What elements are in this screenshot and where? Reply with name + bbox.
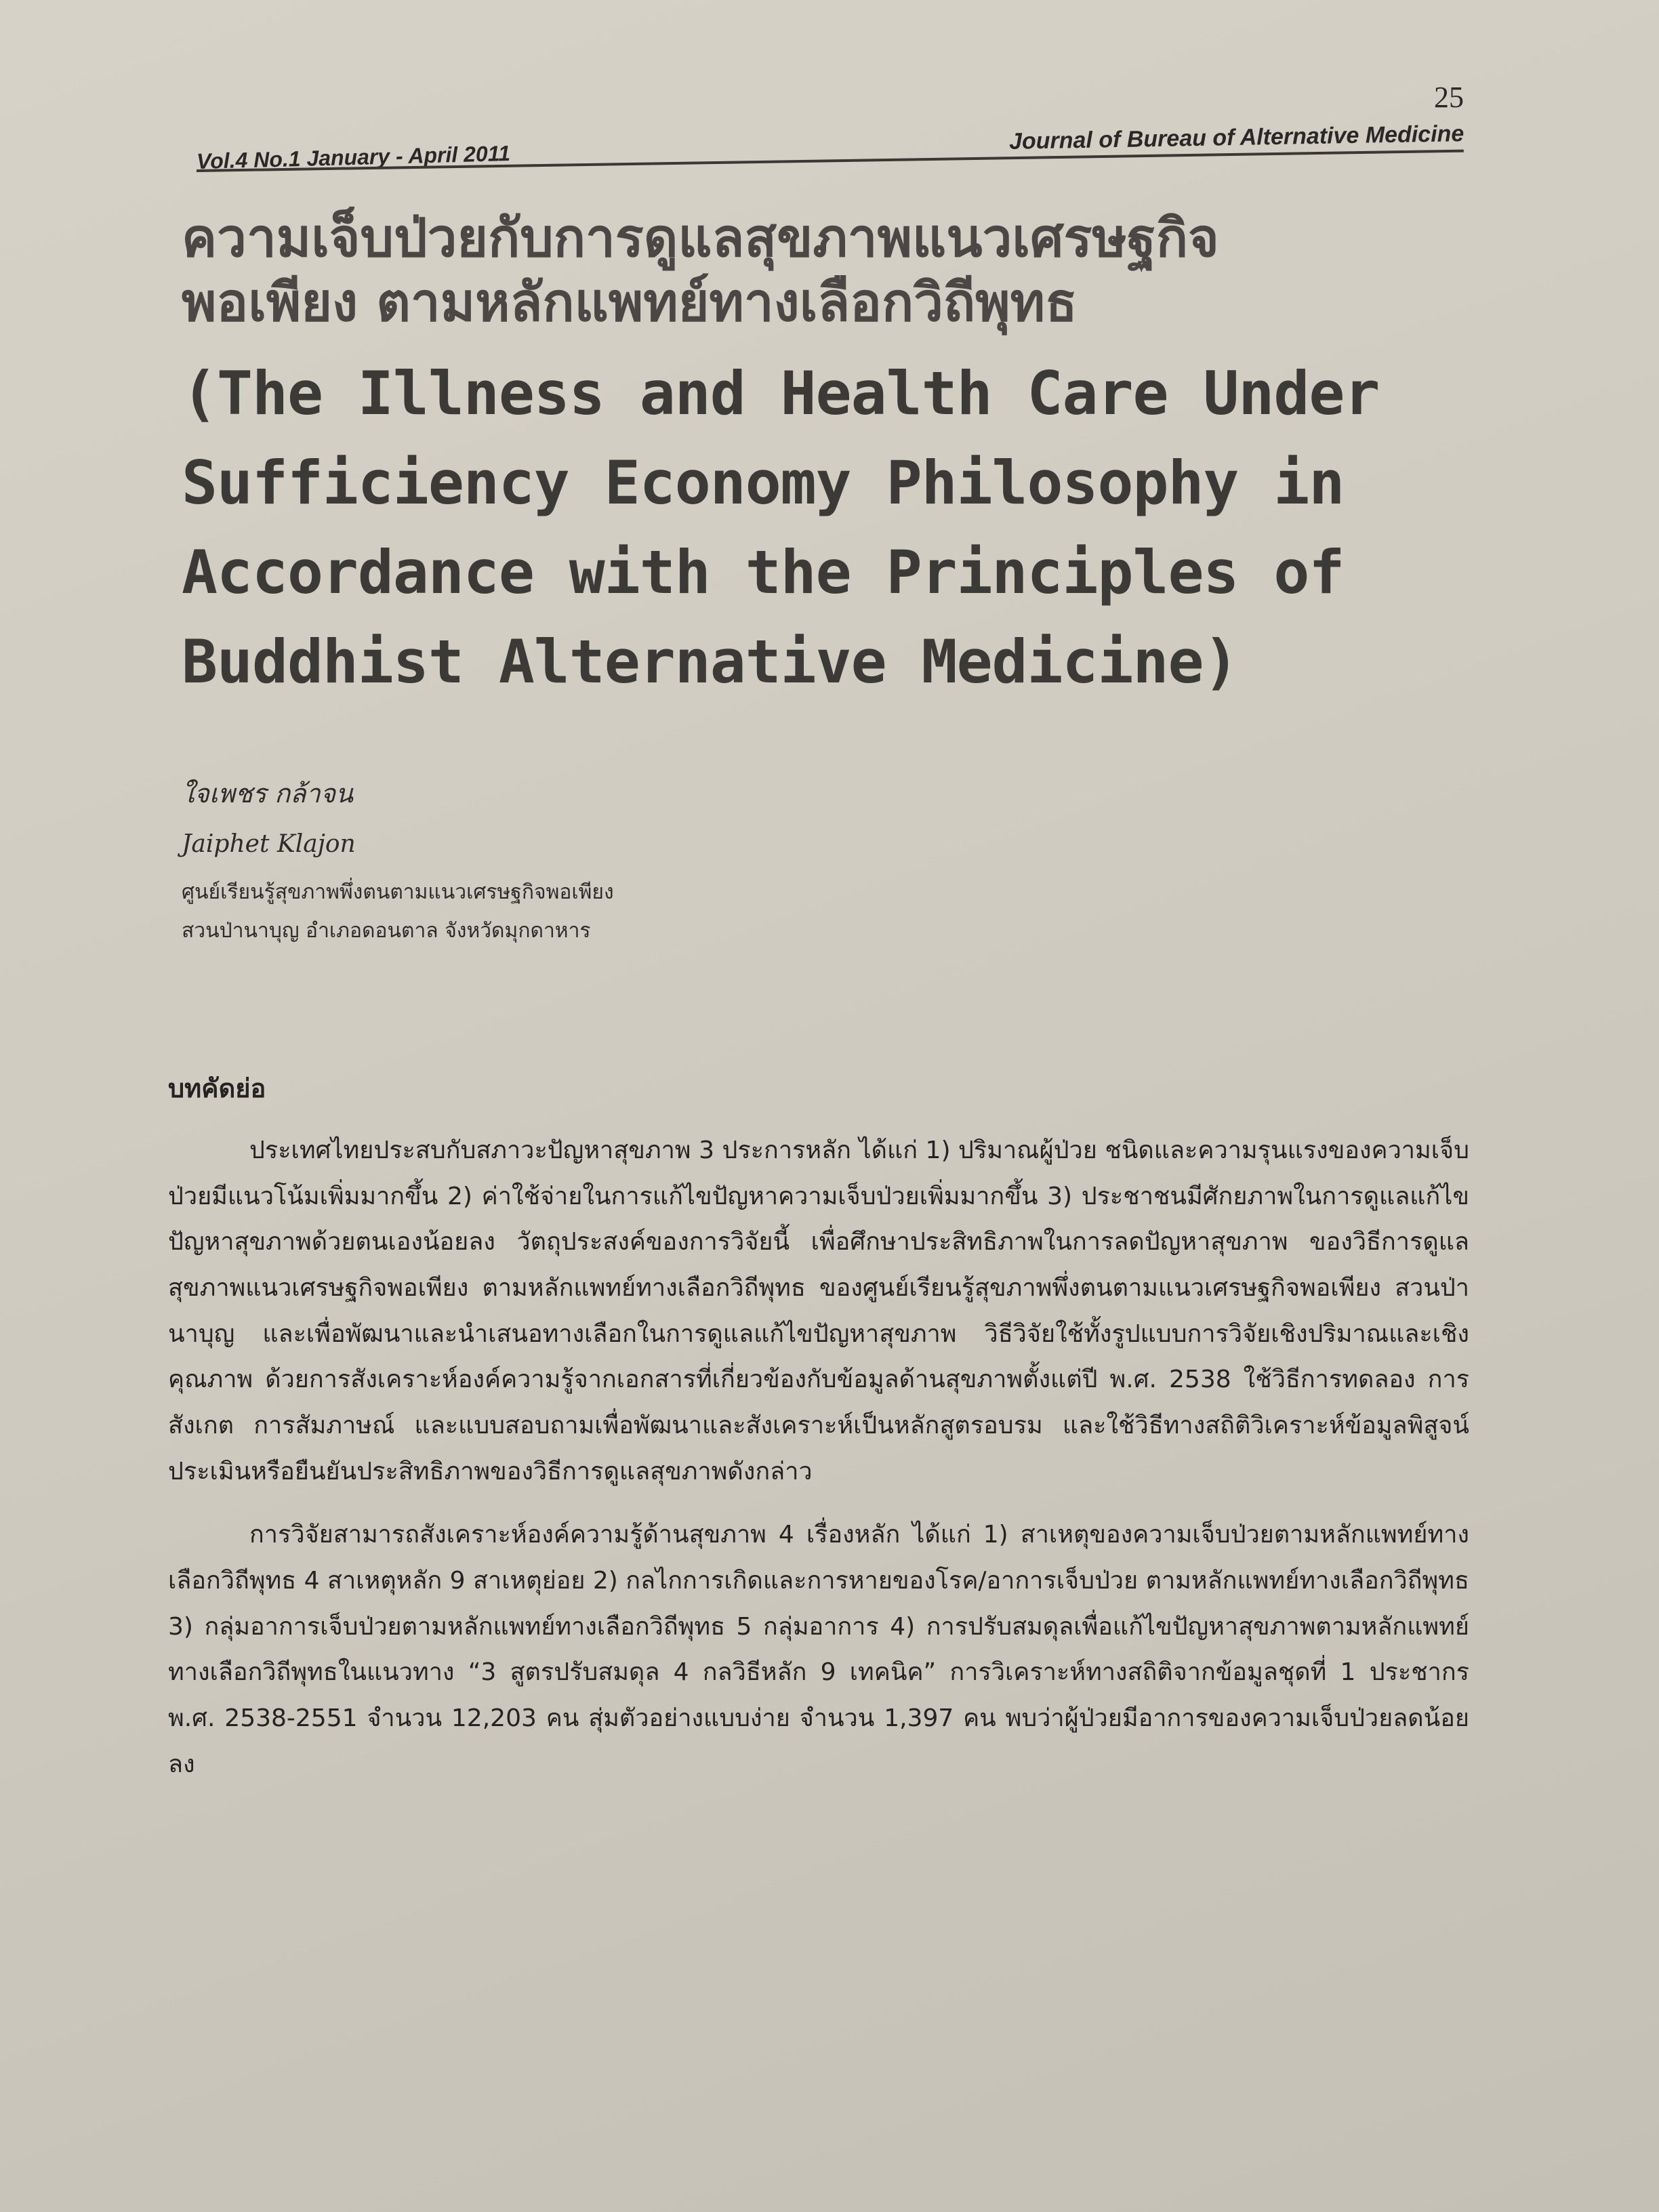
article-title (182, 207, 1469, 707)
affiliation-line-2: สวนป่านาบุญ อำเภอดอนตาล จังหวัดมุกดาหาร (182, 919, 591, 943)
abstract-paragraph-1: ประเทศไทยประสบกับสภาวะปัญหาสุขภาพ 3 ประการหลัก ได้แก่ 1) ปริมาณผู้ป่วย ชนิดและความรุนแรงของความเจ็บป่วยมีแนวโน้มเพิ่มมากขึ้น 2) ค่าใช้จ่ายในการแก้ไขปัญหาความเจ็บป่วยเพิ่มมากขึ้น 3) ประชาชนมีศักยภาพในการดูแลแก้ไขปัญหาสุขภาพด้วยตนเองน้อยลง วัตถุประสงค์ของการวิจัยนี้ เพื่อศึกษาประสิทธิภาพในการลดปัญหาสุขภาพ ของวิธีการดูแลสุขภาพแนวเศรษฐกิจพอเพียง ตามหลักแพทย์ทางเลือกวิถีพุทธ ของศูนย์เรียนรู้สุขภาพพึ่งตนตามแนวเศรษฐกิจพอเพียง สวนป่านาบุญ และเพื่อพัฒนาและนำเสนอทางเลือกในการดูแลแก้ไขปัญหาสุขภาพ วิธีวิจัยใช้ทั้งรูปแบบการวิจัยเชิงปริมาณและเชิงคุณภาพ ด้วยการสังเคราะห์องค์ความรู้จากเอกสารที่เกี่ยวข้องกับข้อมูลด้านสุขภาพตั้งแต่ปี พ.ศ. 2538 ใช้วิธีการทดลอง การสังเกต การสัมภาษณ์ และแบบสอบถามเพื่อพัฒนาและสังเคราะห์เป็นหลักสูตรอบรม และใช้วิธีทางสถิติวิเคราะห์ข้อมูลพิสูจน์ประเมินหรือยืนยันประสิทธิภาพของวิธีการดูแลสุขภาพดังกล่าว (168, 1136, 1469, 1486)
abstract-paragraph-2: การวิจัยสามารถสังเคราะห์องค์ความรู้ด้านสุขภาพ 4 เรื่องหลัก ได้แก่ 1) สาเหตุของความเจ็บป่วยตามหลักแพทย์ทางเลือกวิถีพุทธ 4 สาเหตุหลัก 9 สาเหตุย่อย 2) กลไกการเกิดและการหายของโรค/อาการเจ็บป่วย ตามหลักแพทย์ทางเลือกวิถีพุทธ 3) กลุ่มอาการเจ็บป่วยตามหลักแพทย์ทางเลือกวิถีพุทธ 5 กลุ่มอาการ 4) การปรับสมดุลเพื่อแก้ไขปัญหาสุขภาพตามหลักแพทย์ทางเลือกวิถีพุทธในแนวทาง “3 สูตรปรับสมดุล 4 กลวิธีหลัก 9 เทคนิค” การวิเคราะห์ทางสถิติจากข้อมูลชุดที่ 1 ประชากร พ.ศ. 2538-2551 จำนวน 12,203 คน สุ่มตัวอย่างแบบง่าย จำนวน 1,397 คน พบว่าผู้ป่วยมีอาการของความเจ็บป่วยลดน้อยลง (168, 1521, 1469, 1778)
abstract-heading: บทคัดย่อ (168, 1073, 266, 1103)
volume-issue: Vol.4 No.1 January - April 2011 (196, 140, 511, 174)
author-name-thai: ใจเพชร กล้าจน (182, 779, 354, 808)
author-affiliation (182, 873, 1198, 950)
abstract-section (168, 1067, 1469, 1805)
title-english: (The Illness and Health Care Under Sufficiency Economy Philosophy in Accordance with the Principles of Buddhist Alternative Medicine) (182, 359, 1380, 697)
journal-name: Journal of Bureau of Alternative Medicine (1008, 121, 1465, 155)
author-block (182, 773, 1198, 950)
page-header (197, 80, 1464, 175)
title-thai: ความเจ็บป่วยกับการดูแลสุขภาพแนวเศรษฐกิจ พอเพียง ตามหลักแพทย์ทางเลือกวิถีพุทธ (182, 208, 1219, 334)
page-number: 25 (1434, 81, 1464, 114)
author-name-english: Jaiphet Klajon (182, 830, 356, 858)
affiliation-line-1: ศูนย์เรียนรู้สุขภาพพึ่งตนตามแนวเศรษฐกิจพอเพียง (182, 880, 614, 904)
